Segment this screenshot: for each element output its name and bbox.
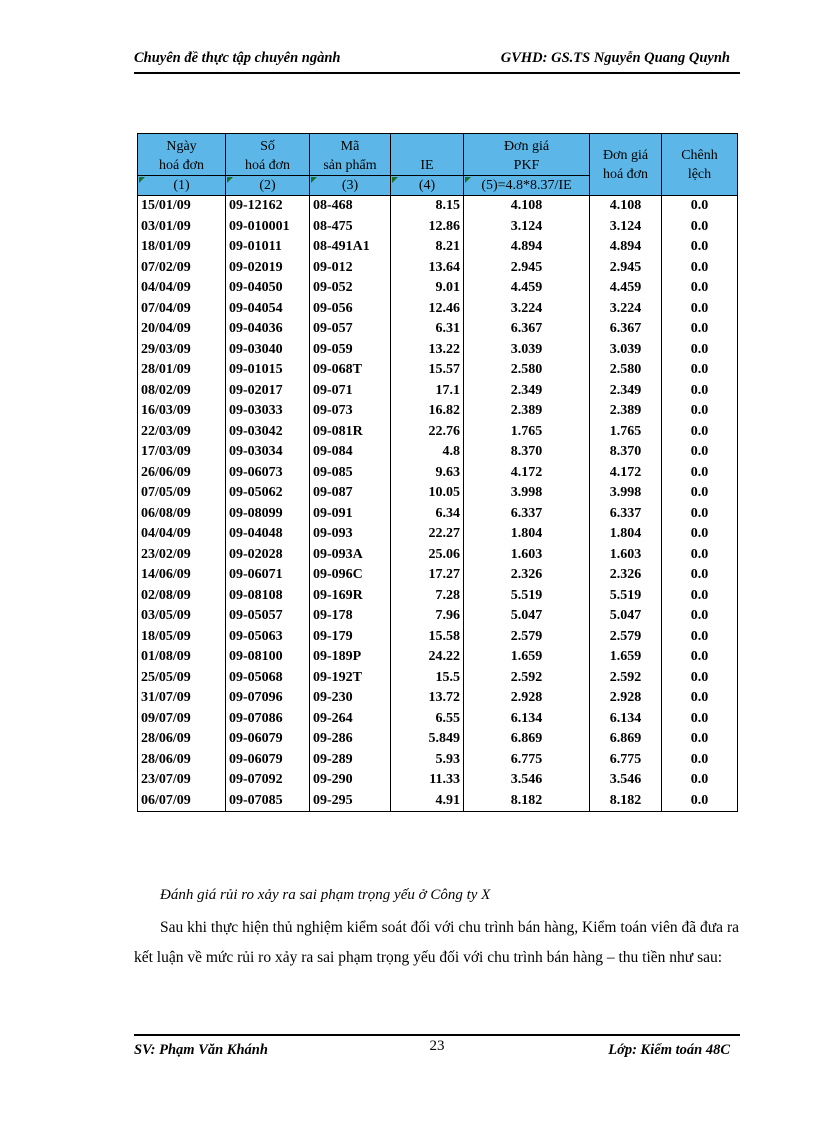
cell-invoice-price: 3.546 bbox=[590, 770, 662, 791]
cell-product-code: 08-491A1 bbox=[310, 237, 391, 258]
cell-pkf-price: 2.349 bbox=[464, 381, 590, 402]
cell-pkf-price: 1.765 bbox=[464, 422, 590, 443]
cell-invoice-price: 6.134 bbox=[590, 709, 662, 730]
cell-difference: 0.0 bbox=[662, 504, 738, 525]
footer-class: Lớp: Kiểm toán 48C bbox=[608, 1042, 730, 1058]
table-row bbox=[138, 237, 738, 258]
cell-invoice-price: 2.349 bbox=[590, 381, 662, 402]
cell-ie: 25.06 bbox=[391, 545, 464, 566]
cell-product-code: 09-073 bbox=[310, 401, 391, 422]
cell-pkf-price: 3.998 bbox=[464, 483, 590, 504]
cell-ie: 12.86 bbox=[391, 217, 464, 238]
cell-pkf-price: 3.039 bbox=[464, 340, 590, 361]
cell-product-code: 08-468 bbox=[310, 196, 391, 217]
cell-invoice-number: 09-02017 bbox=[226, 381, 310, 402]
cell-invoice-number: 09-08100 bbox=[226, 647, 310, 668]
cell-product-code: 09-178 bbox=[310, 606, 391, 627]
cell-pkf-price: 6.337 bbox=[464, 504, 590, 525]
cell-product-code: 09-059 bbox=[310, 340, 391, 361]
table-row bbox=[138, 217, 738, 238]
cell-date: 23/02/09 bbox=[138, 545, 226, 566]
cell-ie: 4.8 bbox=[391, 442, 464, 463]
cell-ie: 6.55 bbox=[391, 709, 464, 730]
cell-pkf-price: 1.603 bbox=[464, 545, 590, 566]
cell-invoice-number: 09-05062 bbox=[226, 483, 310, 504]
cell-difference: 0.0 bbox=[662, 668, 738, 689]
header-title: Chuyên đề thực tập chuyên ngành bbox=[134, 50, 341, 66]
cell-ie: 9.01 bbox=[391, 278, 464, 299]
cell-difference: 0.0 bbox=[662, 196, 738, 217]
cell-date: 28/06/09 bbox=[138, 750, 226, 771]
page-header bbox=[134, 48, 740, 74]
header-invoice-number: Số hoá đơn bbox=[226, 134, 310, 176]
table-row bbox=[138, 422, 738, 443]
header-ie: IE bbox=[391, 134, 464, 176]
table-row bbox=[138, 627, 738, 648]
cell-date: 04/04/09 bbox=[138, 278, 226, 299]
cell-pkf-price: 6.367 bbox=[464, 319, 590, 340]
cell-ie: 13.72 bbox=[391, 688, 464, 709]
cell-pkf-price: 6.869 bbox=[464, 729, 590, 750]
cell-difference: 0.0 bbox=[662, 401, 738, 422]
cell-product-code: 09-192T bbox=[310, 668, 391, 689]
table-row bbox=[138, 381, 738, 402]
cell-ie: 13.22 bbox=[391, 340, 464, 361]
cell-invoice-number: 09-03033 bbox=[226, 401, 310, 422]
cell-invoice-price: 3.224 bbox=[590, 299, 662, 320]
header-index-2: (2) bbox=[226, 176, 310, 196]
table-row bbox=[138, 299, 738, 320]
cell-product-code: 09-093A bbox=[310, 545, 391, 566]
cell-pkf-price: 1.659 bbox=[464, 647, 590, 668]
cell-product-code: 08-475 bbox=[310, 217, 391, 238]
cell-invoice-price: 8.370 bbox=[590, 442, 662, 463]
cell-pkf-price: 4.894 bbox=[464, 237, 590, 258]
cell-date: 28/01/09 bbox=[138, 360, 226, 381]
table-row bbox=[138, 770, 738, 791]
header-index-3: (3) bbox=[310, 176, 391, 196]
cell-pkf-price: 2.928 bbox=[464, 688, 590, 709]
cell-ie: 7.28 bbox=[391, 586, 464, 607]
cell-invoice-price: 2.580 bbox=[590, 360, 662, 381]
cell-ie: 5.93 bbox=[391, 750, 464, 771]
cell-invoice-number: 09-08099 bbox=[226, 504, 310, 525]
cell-invoice-number: 09-06079 bbox=[226, 750, 310, 771]
cell-date: 17/03/09 bbox=[138, 442, 226, 463]
cell-difference: 0.0 bbox=[662, 258, 738, 279]
cell-date: 07/02/09 bbox=[138, 258, 226, 279]
table-row bbox=[138, 668, 738, 689]
cell-invoice-price: 4.108 bbox=[590, 196, 662, 217]
cell-invoice-number: 09-05057 bbox=[226, 606, 310, 627]
cell-invoice-price: 4.894 bbox=[590, 237, 662, 258]
table-row bbox=[138, 545, 738, 566]
cell-ie: 24.22 bbox=[391, 647, 464, 668]
cell-pkf-price: 3.124 bbox=[464, 217, 590, 238]
cell-ie: 7.96 bbox=[391, 606, 464, 627]
cell-pkf-price: 3.546 bbox=[464, 770, 590, 791]
cell-difference: 0.0 bbox=[662, 422, 738, 443]
cell-difference: 0.0 bbox=[662, 319, 738, 340]
header-supervisor: GVHD: GS.TS Nguyễn Quang Quynh bbox=[500, 50, 730, 66]
cell-invoice-number: 09-06071 bbox=[226, 565, 310, 586]
cell-ie: 22.27 bbox=[391, 524, 464, 545]
section-title: Đánh giá rủi ro xảy ra sai phạm trọng yếu ở Công ty X bbox=[160, 887, 491, 903]
cell-difference: 0.0 bbox=[662, 586, 738, 607]
cell-date: 23/07/09 bbox=[138, 770, 226, 791]
header-pkf-price: Đơn giá PKF bbox=[464, 134, 590, 176]
cell-ie: 13.64 bbox=[391, 258, 464, 279]
cell-pkf-price: 2.580 bbox=[464, 360, 590, 381]
cell-invoice-price: 5.047 bbox=[590, 606, 662, 627]
cell-pkf-price: 4.459 bbox=[464, 278, 590, 299]
table-row bbox=[138, 647, 738, 668]
cell-pkf-price: 4.172 bbox=[464, 463, 590, 484]
cell-difference: 0.0 bbox=[662, 770, 738, 791]
cell-product-code: 09-087 bbox=[310, 483, 391, 504]
cell-product-code: 09-096C bbox=[310, 565, 391, 586]
cell-invoice-price: 1.765 bbox=[590, 422, 662, 443]
cell-product-code: 09-084 bbox=[310, 442, 391, 463]
cell-difference: 0.0 bbox=[662, 647, 738, 668]
cell-date: 01/08/09 bbox=[138, 647, 226, 668]
table-row bbox=[138, 565, 738, 586]
cell-ie: 12.46 bbox=[391, 299, 464, 320]
cell-invoice-price: 4.172 bbox=[590, 463, 662, 484]
cell-difference: 0.0 bbox=[662, 709, 738, 730]
cell-invoice-number: 09-07092 bbox=[226, 770, 310, 791]
header-index-1: (1) bbox=[138, 176, 226, 196]
table-row bbox=[138, 442, 738, 463]
cell-date: 26/06/09 bbox=[138, 463, 226, 484]
cell-product-code: 09-169R bbox=[310, 586, 391, 607]
cell-difference: 0.0 bbox=[662, 791, 738, 812]
cell-invoice-price: 2.928 bbox=[590, 688, 662, 709]
table-row bbox=[138, 401, 738, 422]
table-row bbox=[138, 258, 738, 279]
cell-difference: 0.0 bbox=[662, 729, 738, 750]
cell-date: 08/02/09 bbox=[138, 381, 226, 402]
cell-product-code: 09-052 bbox=[310, 278, 391, 299]
cell-pkf-price: 4.108 bbox=[464, 196, 590, 217]
cell-invoice-number: 09-07086 bbox=[226, 709, 310, 730]
table-row bbox=[138, 729, 738, 750]
cell-product-code: 09-057 bbox=[310, 319, 391, 340]
cell-pkf-price: 3.224 bbox=[464, 299, 590, 320]
cell-ie: 8.21 bbox=[391, 237, 464, 258]
cell-pkf-price: 2.389 bbox=[464, 401, 590, 422]
cell-product-code: 09-093 bbox=[310, 524, 391, 545]
cell-invoice-price: 6.775 bbox=[590, 750, 662, 771]
cell-difference: 0.0 bbox=[662, 463, 738, 484]
cell-date: 04/04/09 bbox=[138, 524, 226, 545]
cell-invoice-number: 09-05063 bbox=[226, 627, 310, 648]
cell-date: 07/05/09 bbox=[138, 483, 226, 504]
cell-pkf-price: 2.945 bbox=[464, 258, 590, 279]
header-difference: Chênh lệch bbox=[662, 134, 738, 196]
table-row bbox=[138, 319, 738, 340]
cell-pkf-price: 8.370 bbox=[464, 442, 590, 463]
cell-invoice-number: 09-02028 bbox=[226, 545, 310, 566]
cell-difference: 0.0 bbox=[662, 565, 738, 586]
cell-product-code: 09-295 bbox=[310, 791, 391, 812]
body-paragraph: Sau khi thực hiện thủ nghiệm kiểm soát đối với chu trình bán hàng, Kiểm toán viên đã đưa ra kết luận về mức rủi ro xảy ra sai phạm trọng yếu đối với chu trình bán hàng – thu tiền như sau: bbox=[134, 919, 739, 966]
cell-product-code: 09-081R bbox=[310, 422, 391, 443]
cell-invoice-price: 8.182 bbox=[590, 791, 662, 812]
cell-ie: 15.5 bbox=[391, 668, 464, 689]
cell-difference: 0.0 bbox=[662, 524, 738, 545]
cell-invoice-price: 6.367 bbox=[590, 319, 662, 340]
cell-invoice-number: 09-04050 bbox=[226, 278, 310, 299]
cell-date: 18/01/09 bbox=[138, 237, 226, 258]
cell-invoice-number: 09-08108 bbox=[226, 586, 310, 607]
table-row bbox=[138, 463, 738, 484]
table-row bbox=[138, 750, 738, 771]
cell-date: 06/08/09 bbox=[138, 504, 226, 525]
cell-date: 14/06/09 bbox=[138, 565, 226, 586]
cell-difference: 0.0 bbox=[662, 340, 738, 361]
cell-difference: 0.0 bbox=[662, 627, 738, 648]
cell-pkf-price: 1.804 bbox=[464, 524, 590, 545]
cell-invoice-number: 09-12162 bbox=[226, 196, 310, 217]
table-row bbox=[138, 586, 738, 607]
cell-difference: 0.0 bbox=[662, 360, 738, 381]
header-invoice-price: Đơn giá hoá đơn bbox=[590, 134, 662, 196]
cell-pkf-price: 6.775 bbox=[464, 750, 590, 771]
cell-ie: 22.76 bbox=[391, 422, 464, 443]
table-row bbox=[138, 360, 738, 381]
cell-invoice-number: 09-07085 bbox=[226, 791, 310, 812]
cell-product-code: 09-091 bbox=[310, 504, 391, 525]
cell-product-code: 09-286 bbox=[310, 729, 391, 750]
cell-invoice-number: 09-05068 bbox=[226, 668, 310, 689]
header-index-4: (4) bbox=[391, 176, 464, 196]
cell-invoice-number: 09-010001 bbox=[226, 217, 310, 238]
cell-date: 09/07/09 bbox=[138, 709, 226, 730]
page-footer bbox=[134, 1034, 740, 1062]
table-row bbox=[138, 524, 738, 545]
cell-ie: 9.63 bbox=[391, 463, 464, 484]
cell-difference: 0.0 bbox=[662, 688, 738, 709]
cell-invoice-price: 3.124 bbox=[590, 217, 662, 238]
cell-difference: 0.0 bbox=[662, 237, 738, 258]
header-product-code: Mã sản phẩm bbox=[310, 134, 391, 176]
cell-invoice-price: 5.519 bbox=[590, 586, 662, 607]
table-row bbox=[138, 688, 738, 709]
cell-invoice-number: 09-03040 bbox=[226, 340, 310, 361]
cell-difference: 0.0 bbox=[662, 217, 738, 238]
cell-date: 22/03/09 bbox=[138, 422, 226, 443]
cell-ie: 8.15 bbox=[391, 196, 464, 217]
cell-difference: 0.0 bbox=[662, 545, 738, 566]
table-header bbox=[138, 134, 738, 196]
cell-invoice-price: 3.039 bbox=[590, 340, 662, 361]
cell-invoice-price: 4.459 bbox=[590, 278, 662, 299]
table-body bbox=[138, 196, 738, 812]
cell-product-code: 09-290 bbox=[310, 770, 391, 791]
cell-date: 18/05/09 bbox=[138, 627, 226, 648]
cell-product-code: 09-179 bbox=[310, 627, 391, 648]
cell-ie: 4.91 bbox=[391, 791, 464, 812]
cell-product-code: 09-068T bbox=[310, 360, 391, 381]
page-number: 23 bbox=[429, 1038, 445, 1054]
footer-student: SV: Phạm Văn Khánh bbox=[134, 1042, 268, 1058]
cell-ie: 17.1 bbox=[391, 381, 464, 402]
cell-ie: 6.34 bbox=[391, 504, 464, 525]
cell-invoice-price: 2.389 bbox=[590, 401, 662, 422]
cell-product-code: 09-056 bbox=[310, 299, 391, 320]
cell-product-code: 09-085 bbox=[310, 463, 391, 484]
table-row bbox=[138, 340, 738, 361]
cell-product-code: 09-189P bbox=[310, 647, 391, 668]
cell-pkf-price: 6.134 bbox=[464, 709, 590, 730]
table-row bbox=[138, 504, 738, 525]
cell-pkf-price: 5.519 bbox=[464, 586, 590, 607]
cell-pkf-price: 5.047 bbox=[464, 606, 590, 627]
table-row bbox=[138, 278, 738, 299]
cell-product-code: 09-012 bbox=[310, 258, 391, 279]
cell-date: 29/03/09 bbox=[138, 340, 226, 361]
cell-invoice-number: 09-06079 bbox=[226, 729, 310, 750]
cell-date: 15/01/09 bbox=[138, 196, 226, 217]
cell-date: 20/04/09 bbox=[138, 319, 226, 340]
cell-ie: 11.33 bbox=[391, 770, 464, 791]
cell-invoice-number: 09-03034 bbox=[226, 442, 310, 463]
cell-date: 03/05/09 bbox=[138, 606, 226, 627]
cell-pkf-price: 2.326 bbox=[464, 565, 590, 586]
cell-ie: 16.82 bbox=[391, 401, 464, 422]
invoice-price-table bbox=[137, 133, 738, 812]
cell-invoice-number: 09-03042 bbox=[226, 422, 310, 443]
cell-ie: 17.27 bbox=[391, 565, 464, 586]
cell-difference: 0.0 bbox=[662, 278, 738, 299]
cell-invoice-number: 09-01011 bbox=[226, 237, 310, 258]
cell-invoice-price: 1.804 bbox=[590, 524, 662, 545]
cell-invoice-price: 2.326 bbox=[590, 565, 662, 586]
cell-date: 07/04/09 bbox=[138, 299, 226, 320]
cell-ie: 5.849 bbox=[391, 729, 464, 750]
cell-date: 02/08/09 bbox=[138, 586, 226, 607]
cell-invoice-price: 3.998 bbox=[590, 483, 662, 504]
cell-invoice-number: 09-04036 bbox=[226, 319, 310, 340]
cell-date: 25/05/09 bbox=[138, 668, 226, 689]
cell-pkf-price: 8.182 bbox=[464, 791, 590, 812]
table-row bbox=[138, 483, 738, 504]
cell-invoice-number: 09-06073 bbox=[226, 463, 310, 484]
cell-ie: 10.05 bbox=[391, 483, 464, 504]
cell-product-code: 09-264 bbox=[310, 709, 391, 730]
cell-invoice-price: 2.945 bbox=[590, 258, 662, 279]
cell-product-code: 09-071 bbox=[310, 381, 391, 402]
cell-invoice-price: 2.592 bbox=[590, 668, 662, 689]
table-row bbox=[138, 791, 738, 812]
table-row bbox=[138, 196, 738, 217]
cell-date: 28/06/09 bbox=[138, 729, 226, 750]
cell-difference: 0.0 bbox=[662, 750, 738, 771]
cell-invoice-number: 09-04048 bbox=[226, 524, 310, 545]
cell-invoice-price: 6.869 bbox=[590, 729, 662, 750]
cell-invoice-number: 09-04054 bbox=[226, 299, 310, 320]
cell-invoice-number: 09-02019 bbox=[226, 258, 310, 279]
cell-date: 06/07/09 bbox=[138, 791, 226, 812]
cell-invoice-price: 6.337 bbox=[590, 504, 662, 525]
cell-date: 03/01/09 bbox=[138, 217, 226, 238]
cell-invoice-number: 09-01015 bbox=[226, 360, 310, 381]
cell-difference: 0.0 bbox=[662, 381, 738, 402]
cell-product-code: 09-289 bbox=[310, 750, 391, 771]
cell-difference: 0.0 bbox=[662, 442, 738, 463]
cell-date: 16/03/09 bbox=[138, 401, 226, 422]
cell-invoice-price: 2.579 bbox=[590, 627, 662, 648]
cell-pkf-price: 2.579 bbox=[464, 627, 590, 648]
cell-ie: 15.58 bbox=[391, 627, 464, 648]
cell-difference: 0.0 bbox=[662, 299, 738, 320]
cell-difference: 0.0 bbox=[662, 606, 738, 627]
cell-invoice-number: 09-07096 bbox=[226, 688, 310, 709]
cell-ie: 15.57 bbox=[391, 360, 464, 381]
cell-ie: 6.31 bbox=[391, 319, 464, 340]
header-invoice-date: Ngày hoá đơn bbox=[138, 134, 226, 176]
cell-product-code: 09-230 bbox=[310, 688, 391, 709]
cell-pkf-price: 2.592 bbox=[464, 668, 590, 689]
table-row bbox=[138, 606, 738, 627]
cell-date: 31/07/09 bbox=[138, 688, 226, 709]
table-row bbox=[138, 709, 738, 730]
header-index-5: (5)=4.8*8.37/IE bbox=[464, 176, 590, 196]
cell-difference: 0.0 bbox=[662, 483, 738, 504]
cell-invoice-price: 1.603 bbox=[590, 545, 662, 566]
cell-invoice-price: 1.659 bbox=[590, 647, 662, 668]
